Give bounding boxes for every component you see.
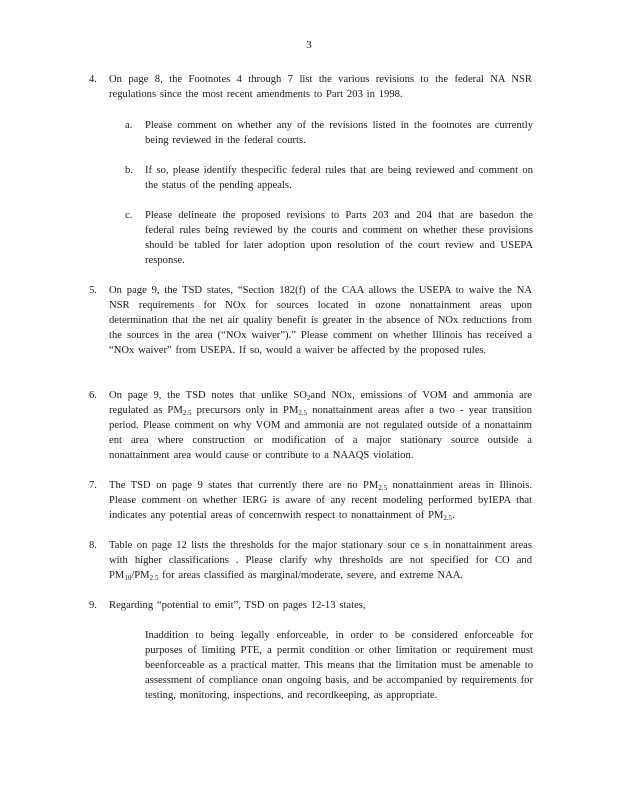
list-item-6 xyxy=(89,388,532,463)
subitem-text: Please delineate the proposed revisions to Parts 203 and 204 that are basedon the federal rules being reviewed by the courts and comment on whether these provisions should be tabled for later adoption upon resolution of the court review and USEPA response. xyxy=(145,210,533,266)
list-item-7 xyxy=(89,478,532,523)
subitem-a xyxy=(125,118,533,148)
subitem-letter: a. xyxy=(125,120,133,131)
item-text: The TSD on page 9 states that currently there are no $PM_{2.5}$ nonattainment areas in Illinois. Please comment on whether IERG is aware of any recent modeling performed byIEPA that indicates any potential areas of concernwith respect to nonattainment of $PM_{2.5}$. xyxy=(109,480,532,522)
subitem-letter: b. xyxy=(125,165,133,176)
page-number: 3 xyxy=(306,39,312,51)
subitem-text: If so, please identify thespecific federal rules that are being reviewed and comment on the status of the pending appeals. xyxy=(145,165,533,191)
subitem-letter: c. xyxy=(125,210,133,221)
item-number: 5. xyxy=(89,285,97,296)
item-number: 6. xyxy=(89,390,97,401)
item-number: 4. xyxy=(89,74,97,85)
list-item-9 xyxy=(89,598,532,613)
item-text: On page 9, the TSD states, “Section 182(f) of the CAA allows the USEPA to waive the NA NSR requirements for NOx for sources located in ozone nonattainment areas upon determination that the net air quality benefit is greater in the absence of NOx reductions from the sources in the area (“NOx waiver”).” Please comment on whether Illinois has received a “NOx waiver” from USEPA. If so, would a waiver be affected by the proposed rules. xyxy=(109,285,532,356)
block-quote: Inaddition to being legally enforceable, in order to be considered enforceable for purposes of limiting PTE, a permit condition or other limitation or requirement must beenforceable as a practical matter. This means that the limitation must be amenable to assessment of compliance onan ongoing basis, and be accompanied by requirements for testing, monitoring, inspections, and recordkeeping, as appropriate. xyxy=(145,630,533,701)
list-item-4 xyxy=(89,72,532,102)
subitem-text: Please comment on whether any of the revisions listed in the footnotes are currently being reviewed in the federal courts. xyxy=(145,120,533,146)
item-text: Regarding “potential to emit”, TSD on pages 12-13 states, xyxy=(109,600,366,611)
item-text: Table on page 12 lists the thresholds for the major stationary sour ce s in nonattainment areas with higher classifications . Please clarify why thresholds are not specified for CO and $PM_{10}/PM_{2.5}$ for areas classified as marginal/moderate, severe, and extreme NAA. xyxy=(109,540,532,582)
subitem-c xyxy=(125,208,533,268)
item-number: 9. xyxy=(89,600,97,611)
item-number: 8. xyxy=(89,540,97,551)
list-item-5 xyxy=(89,283,532,358)
list-item-8 xyxy=(89,538,532,583)
subitem-b xyxy=(125,163,533,193)
item-text: On page 9, the TSD notes that unlike $SO_2and$ NOx, emissions of VOM and ammonia are regulated as $PM_{2.5}$ precursors only in $PM_{2.5}$ nonattainment areas after a two - year transition period. Please comment on why VOM and ammonia are not regulated outside of a nonattainm ent area where construction or modification of a major stationary source outside a nonattainment area would cause or contribute to a NAAQS violation. xyxy=(109,390,532,461)
item-number: 7. xyxy=(89,480,97,491)
item-text: On page 8, the Footnotes 4 through 7 list the various revisions to the federal NA NSR regulations since the most recent amendments to Part 203 in 1998. xyxy=(109,74,532,100)
